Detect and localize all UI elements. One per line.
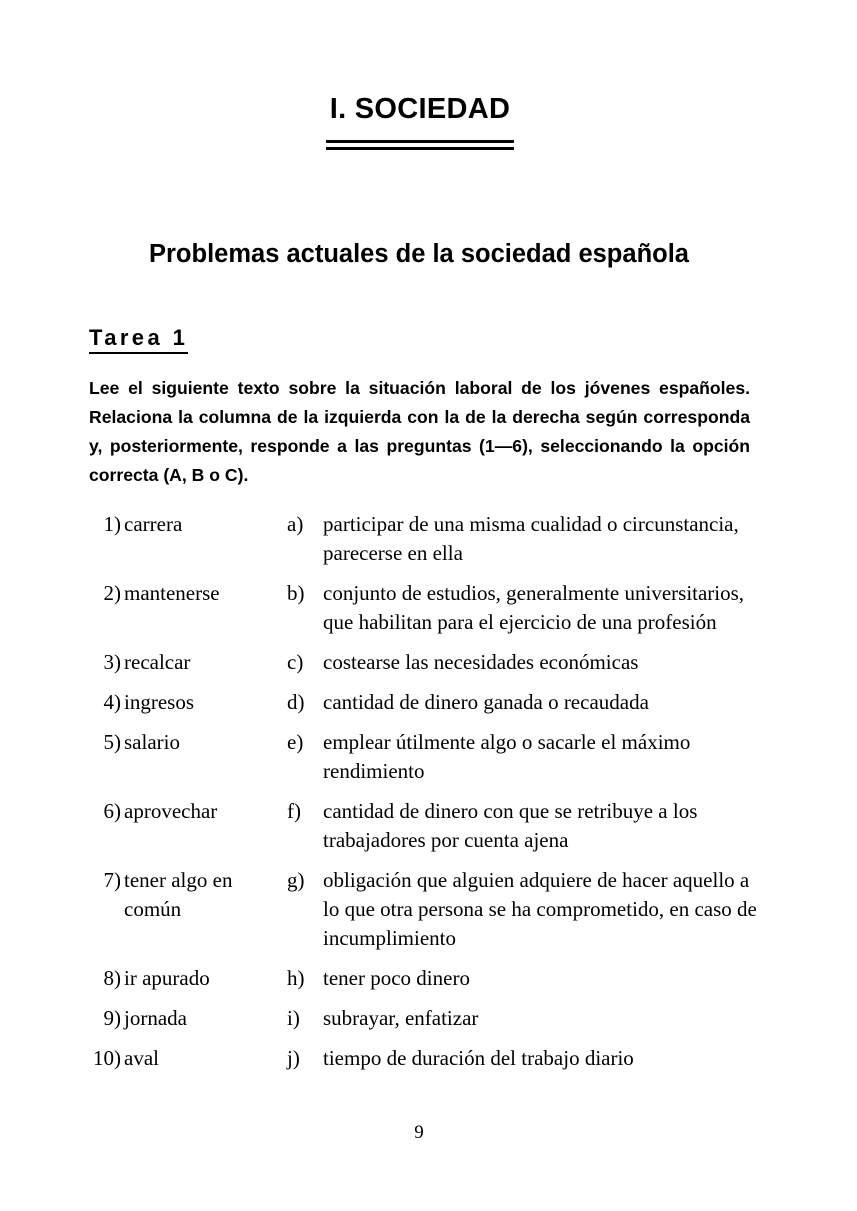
matching-row (0, 866, 857, 953)
item-term: aval (124, 1046, 159, 1070)
definition-text: cantidad de dinero ganada o recaudada (323, 690, 649, 714)
definition-letter: j) (287, 1046, 300, 1070)
item-term: ingresos (124, 690, 194, 714)
item-number: 10) (93, 1046, 121, 1070)
item-number: 5) (103, 730, 121, 754)
matching-row (0, 797, 857, 855)
item-number: 4) (103, 690, 121, 714)
item-term: carrera (124, 512, 183, 536)
matching-row (0, 728, 857, 786)
item-term: recalcar (124, 650, 191, 674)
definition-text: conjunto de estudios, generalmente universitarios, que habilitan para el ejercicio de una profesión (323, 581, 745, 634)
item-term: mantenerse (124, 581, 220, 605)
matching-table (0, 510, 857, 1084)
item-number: 2) (103, 581, 121, 605)
chapter-title: I. SOCIEDAD (329, 93, 511, 125)
item-number: 1) (103, 512, 121, 536)
definition-text: tiempo de duración del trabajo diario (323, 1046, 634, 1070)
definition-letter: a) (287, 512, 304, 536)
page-number: 9 (414, 1122, 424, 1143)
matching-row (0, 1044, 857, 1073)
definition-letter: b) (287, 581, 305, 605)
definition-text: tener poco dinero (323, 966, 470, 990)
task-title: Tarea 1 (89, 325, 188, 354)
item-term: salario (124, 730, 180, 754)
definition-letter: c) (287, 650, 304, 674)
section-title: Problemas actuales de la sociedad española (149, 240, 689, 268)
definition-text: cantidad de dinero con que se retribuye a los trabajadores por cuenta ajena (323, 799, 698, 852)
item-number: 7) (103, 868, 121, 892)
item-term: tener algo en común (124, 868, 233, 921)
task-instructions: Lee el siguiente texto sobre la situación laboral de los jóvenes españoles. Relaciona la columna de la izquierda con la de la derecha según corresponda y, posteriormente, responde a las preguntas (1—6), seleccionando la opción correcta (A, B o C). (89, 378, 750, 485)
definition-letter: g) (287, 868, 305, 892)
matching-row (0, 1004, 857, 1033)
definition-letter: f) (287, 799, 301, 823)
item-term: ir apurado (124, 966, 210, 990)
matching-row (0, 648, 857, 677)
item-number: 6) (103, 799, 121, 823)
title-underline-bottom (326, 147, 514, 150)
definition-text: costearse las necesidades económicas (323, 650, 639, 674)
definition-letter: h) (287, 966, 305, 990)
item-number: 3) (103, 650, 121, 674)
matching-row (0, 964, 857, 993)
definition-letter: e) (287, 730, 304, 754)
definition-text: subrayar, enfatizar (323, 1006, 479, 1030)
definition-text: obligación que alguien adquiere de hacer aquello a lo que otra persona se ha comprometido, en caso de incumplimiento (323, 868, 757, 950)
matching-row (0, 688, 857, 717)
matching-row (0, 579, 857, 637)
item-number: 8) (103, 966, 121, 990)
item-number: 9) (103, 1006, 121, 1030)
definition-letter: i) (287, 1006, 300, 1030)
title-underline-top (326, 140, 514, 143)
definition-text: emplear útilmente algo o sacarle el máximo rendimiento (323, 730, 691, 783)
item-term: jornada (124, 1006, 187, 1030)
definition-text: participar de una misma cualidad o circunstancia, parecerse en ella (323, 512, 739, 565)
definition-letter: d) (287, 690, 305, 714)
item-term: aprovechar (124, 799, 218, 823)
matching-row (0, 510, 857, 568)
